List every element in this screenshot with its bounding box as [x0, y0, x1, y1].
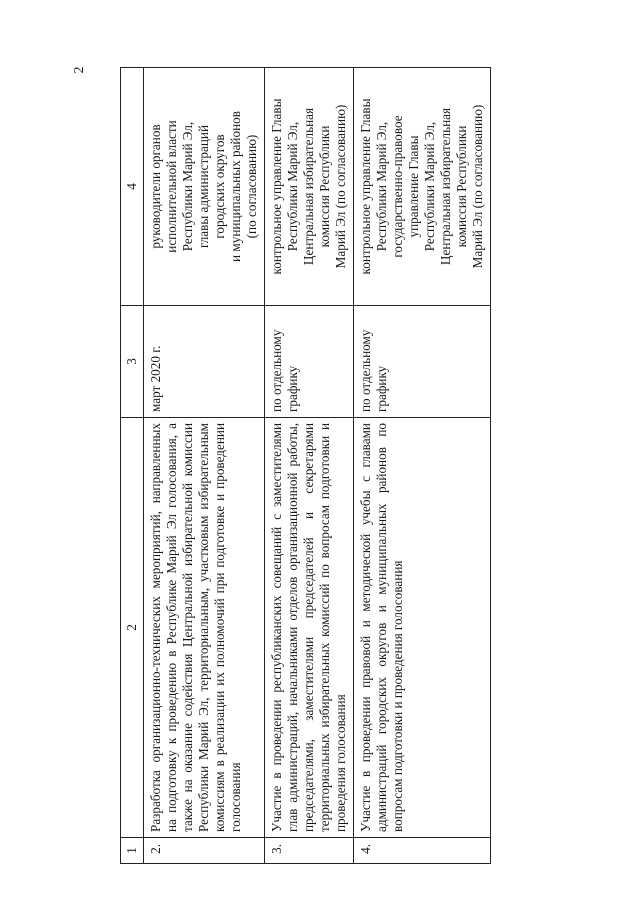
- responsible-line: исполнительной власти: [164, 120, 179, 253]
- table-row: [144, 68, 265, 864]
- row-period: март 2020 г.: [144, 306, 265, 418]
- responsible-line: главы администраций: [196, 124, 211, 249]
- row-number: 4.: [354, 838, 491, 864]
- responsible-line: Центральная избирательная: [438, 107, 453, 266]
- row-number: 2.: [144, 838, 265, 864]
- responsible-line: Республики Марий Эл,: [374, 121, 389, 252]
- responsible-line: контрольное управление Главы: [358, 98, 373, 275]
- row-description: Участие в проведении республиканских совещаний с заместителями глав администраций, начальниками отделов организационной работы, председателями, заместителями председателей и секретарями территориальных избирательных комиссий по вопросам подготовки и проведения голосования: [265, 418, 354, 838]
- responsible-line: Марий Эл (по согласованию): [333, 104, 348, 269]
- responsible-line: Центральная избирательная: [301, 107, 316, 266]
- table-row: [265, 68, 354, 864]
- row-responsible: [265, 68, 354, 306]
- responsible-line: (по согласованию): [244, 134, 259, 239]
- row-responsible: [354, 68, 491, 306]
- row-number: 3.: [265, 838, 354, 864]
- responsible-line: руководители органов: [148, 124, 163, 249]
- responsible-line: управление Главы: [406, 135, 421, 238]
- column-header: 2: [121, 418, 144, 838]
- row-description: Участие в проведении правовой и методической учебы с главами администраций городских округов и муниципальных районов по вопросам подготовки и проведения голосования: [354, 418, 491, 838]
- responsible-line: государственно-правовое: [390, 115, 405, 258]
- responsible-line: контрольное управление Главы: [269, 98, 284, 275]
- row-period: по отдельному графику: [354, 306, 491, 418]
- responsible-line: Республики Марий Эл,: [422, 121, 437, 252]
- responsible-line: и муниципальных районов: [228, 111, 243, 262]
- column-header: 4: [121, 68, 144, 306]
- page-number: 2: [72, 66, 87, 74]
- responsible-line: Марий Эл (по согласованию): [470, 104, 485, 269]
- rotated-table-container: [120, 68, 520, 864]
- column-header: 3: [121, 306, 144, 418]
- responsible-line: городских округов: [212, 134, 227, 239]
- row-responsible: [144, 68, 265, 306]
- plan-table: [120, 67, 491, 864]
- responsible-line: комиссия Республики: [317, 125, 332, 248]
- column-header: 1: [121, 838, 144, 864]
- responsible-line: Республики Марий Эл,: [180, 121, 195, 252]
- table-header-row: [121, 68, 144, 864]
- responsible-line: комиссия Республики: [454, 125, 469, 248]
- responsible-line: Республики Марий Эл,: [285, 121, 300, 252]
- table-row: [354, 68, 491, 864]
- row-period: по отдельному графику: [265, 306, 354, 418]
- row-description: Разработка организационно-технических мероприятий, направленных на подготовку к проведению в Республике Марий Эл голосования, а также на оказание содействия Центральной избирательной комиссии Республики Марий Эл, территориальным, участковым избирательным комиссиям в реализации их полномочий при подготовке и проведении голосования: [144, 418, 265, 838]
